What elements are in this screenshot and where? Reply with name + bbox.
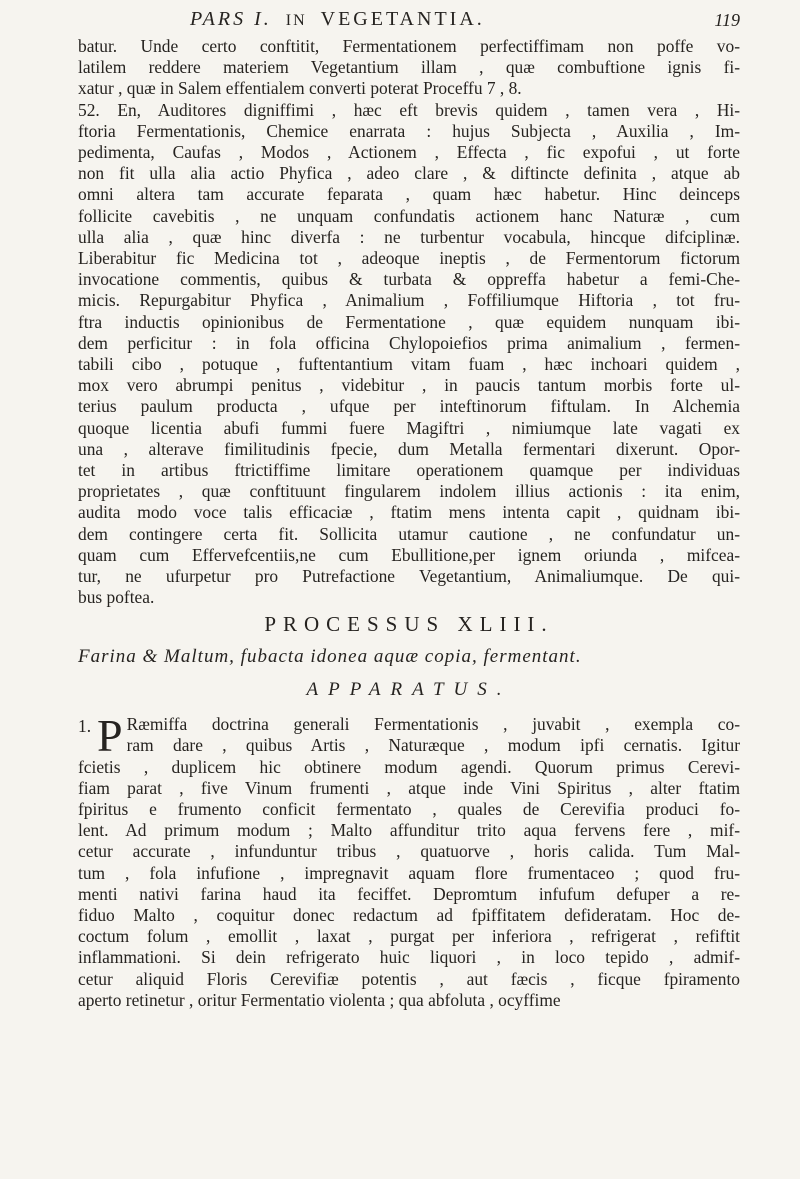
text-line: latilem reddere materiem Vegetantium illam , quæ combuftione ignis fi-	[78, 57, 740, 78]
text-line: 52. En, Auditores digniffimi , hæc eft brevis quidem , tamen vera , Hi-	[78, 99, 740, 120]
text-line: quam cum Effervefcentiis,ne cum Ebullitione,per ignem oriunda , mifcea-	[78, 544, 740, 565]
text-line: batur. Unde certo conftitit, Fermentationem perfectiffimam non poffe vo-	[78, 36, 740, 56]
text-line: micis. Repurgabitur Phyfica , Animalium , Foffiliumque Hiftoria , tot fru-	[78, 290, 740, 311]
text-line: mox vero abrumpi penitus , videbitur , in paucis tantum morbis forte ul-	[78, 375, 740, 396]
apparatus-heading: APPARATUS.	[306, 678, 512, 700]
process-title: Farina & Maltum, fubacta idonea aquæ copia, fermentant.	[78, 645, 582, 667]
text-line: terius paulum producta , ufque per inteftinorum fiftulam. In Alchemia	[78, 396, 740, 417]
text-line: quoque licentia abufi fummi fuere Magiftri , nimiumque late vagati ex	[78, 417, 740, 438]
paragraph-2	[78, 100, 740, 609]
text-line: una , alterave fimilitudinis fpecie, dum Metalla fermentari dixerunt. Opor-	[78, 438, 740, 459]
text-line: Liberabitur fic Medicina tot , adeoque ineptis , de Fermentorum fictorum	[78, 248, 740, 269]
paragraph-3-number: 1.	[78, 716, 92, 737]
text-line: coctum folum , emollit , laxat , purgat per inferiora , refrigerat , refiftit	[78, 926, 740, 947]
text-line: fpiritus e frumento conficit fermentato , quales de Cerevifia produci fo-	[78, 798, 740, 819]
text-line: follicite cavebitis , ne unquam confundatis actionem hanc Naturæ , cum	[78, 205, 740, 226]
text-line: tabili cibo , potuque , fuftentantium vitam fuam , hæc inchoari quidem ,	[78, 354, 740, 375]
text-line: fiam parat , five Vinum frumenti , atque inde Vini Spiritus , alter ftatim	[78, 777, 740, 798]
text-line: dem perficitur : in fola officina Chylopoiefios prima animalium , fermen-	[78, 332, 740, 353]
text-line: invocatione commentis, quibus & turbata & oppreffa habetur a femi-Che-	[78, 269, 740, 290]
text-line: fcietis , duplicem hic obtinere modum agendi. Quorum primus Cerevi-	[78, 756, 740, 777]
text-line: fiduo Malto , coquitur donec redactum ad fpiffitatem defideratam. Hoc de-	[78, 904, 740, 925]
paragraph-3	[78, 710, 740, 1011]
text-line: non fit ulla alia actio Phyfica , adeo clare , & diftincte definita , atque ab	[78, 163, 740, 184]
header-vegetantia: VEGETANTIA.	[320, 8, 485, 30]
text-line: ram dare , quibus Artis , Naturæque , modum ipfi cernatis. Igitur	[126, 735, 740, 756]
text-line: bus poftea.	[78, 587, 155, 608]
text-line: tur, ne ufurpetur pro Putrefactione Vegetantium, Animaliumque. De qui-	[78, 566, 740, 587]
paragraph-1	[78, 36, 740, 100]
text-line: cetur accurate , infunduntur tribus , quatuorve , horis calida. Tum Mal-	[78, 841, 740, 862]
text-line: tet in artibus ftrictiffime limitare operationem quamque per individuas	[78, 460, 740, 481]
text-line: lent. Ad primum modum ; Malto affunditur trito aqua fervens fere , mif-	[78, 820, 740, 841]
text-line: cetur aliquid Floris Cerevifiæ potentis , aut fæcis , ficque fpiramento	[78, 968, 740, 989]
body-text	[78, 36, 740, 1011]
text-line: Ræmiffa doctrina generali Fermentationis , juvabit , exempla co-	[126, 714, 740, 735]
running-title	[190, 8, 485, 31]
text-line: pedimenta, Caufas , Modos , Actionem , Effecta , fic expofui , ut forte	[78, 142, 740, 163]
text-line: dem contingere certa fit. Sollicita utamur cautione , ne confundatur un-	[78, 523, 740, 544]
header-pars: PARS I.	[190, 8, 272, 30]
header-in: IN	[285, 12, 307, 29]
text-line: ftoria Fermentationis, Chemice enarrata : hujus Subjecta , Auxilia , Im-	[78, 120, 740, 141]
text-line: tum , fola infufione , impregnavit aquam flore frumentaceo ; quod fru-	[78, 862, 740, 883]
text-line: aperto retinetur , oritur Fermentatio violenta ; qua abfoluta , ocyffime	[78, 989, 561, 1010]
page-number: 119	[714, 10, 740, 30]
text-line: proprietates , quæ conftituunt fingularem indolem illius actionis : ita enim,	[78, 481, 740, 502]
text-line: xatur , quæ in Salem effentialem converti poterat Proceffu 7 , 8.	[78, 78, 522, 99]
text-line: omni altera tam accurate feparata , quam hæc habetur. Hinc deinceps	[78, 184, 740, 205]
process-heading: PROCESSUS XLIII.	[264, 612, 554, 637]
text-line: inflammationi. Si dein refrigerato huic liquori , in loco tepido , admif-	[78, 947, 740, 968]
running-header	[78, 8, 740, 36]
drop-cap: P	[97, 710, 123, 762]
text-line: menti nativi farina haud ita feciffet. Depromtum infufum defuper a re-	[78, 883, 740, 904]
text-line: ulla alia , quæ hinc diverfa : ne turbentur vocabula, hincque difciplinæ.	[78, 226, 740, 247]
text-line: audita modo voce talis efficaciæ , ftatim mens intenta capit , quidnam ibi-	[78, 502, 740, 523]
text-line: ftra inductis opinionibus de Fermentatione , quæ equidem nunquam ibi-	[78, 311, 740, 332]
